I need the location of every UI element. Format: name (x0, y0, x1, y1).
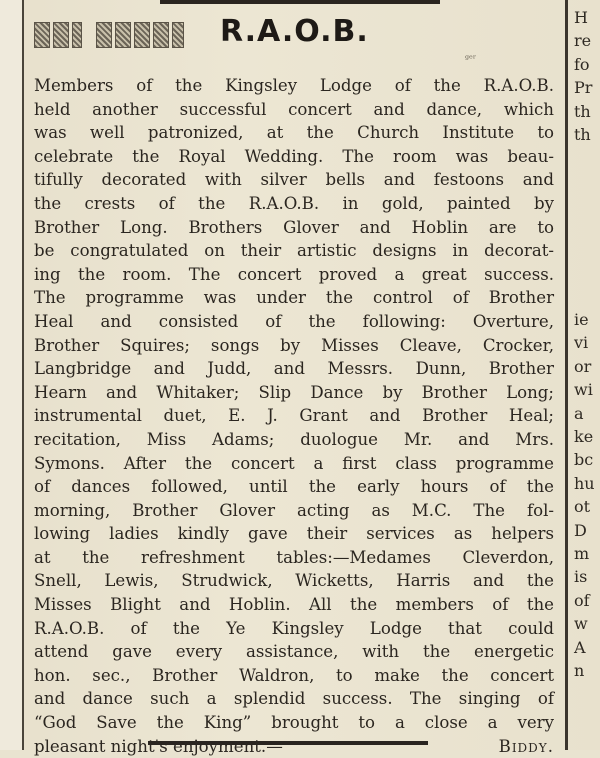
article-line: instrumental duet, E. J. Grant and Brother Heal; (34, 406, 554, 426)
adjacent-column-fragment-line: fo (574, 54, 590, 74)
adjacent-column-fragment-line: th (574, 125, 591, 145)
article-line: Symons. After the concert a first class programme (34, 453, 554, 473)
adjacent-column-top (574, 6, 592, 146)
article-line: hon. sec., Brother Waldron, to make the concert (34, 665, 554, 685)
adjacent-column-fragment-line: m (574, 544, 590, 564)
article-line: recitation, Miss Adams; duologue Mr. and Mrs. (34, 429, 554, 449)
article-line: and dance such a splendid success. The singing of (34, 689, 554, 709)
article-line: Brother Squires; songs by Misses Cleave, Crocker, (34, 335, 554, 355)
article-line: Heal and consisted of the following: Overture, (34, 311, 554, 331)
article-line: pleasant night's enjoyment.— Biddy. (34, 735, 554, 758)
adjacent-column-fragment-line: vi (574, 333, 589, 353)
adjacent-column-fragment-line: a (574, 403, 584, 423)
adjacent-column-fragment-line: hu (574, 473, 595, 493)
column-rule-left (22, 0, 24, 750)
article-line: celebrate the Royal Wedding. The room was beau- (34, 146, 554, 166)
article-line: morning, Brother Glover acting as M.C. The fol- (34, 500, 554, 520)
article-line: ing the room. The concert proved a great success. (34, 264, 554, 284)
article-line: The programme was under the control of Brother (34, 288, 554, 308)
adjacent-column-fragment-line: ot (574, 497, 591, 517)
adjacent-column-fragment-line: A (574, 637, 586, 657)
article-line: Misses Blight and Hoblin. All the members of the (34, 595, 554, 615)
adjacent-column-bottom (574, 308, 595, 683)
column-rule-right (565, 0, 568, 750)
article-line: Langbridge and Judd, and Messrs. Dunn, Brother (34, 359, 554, 379)
article-body (34, 74, 554, 758)
adjacent-column-fragment-line: D (574, 520, 587, 540)
adjacent-column-fragment-line: wi (574, 380, 593, 400)
article-line: tifully decorated with silver bells and festoons and (34, 170, 554, 190)
article-line: at the refreshment tables:—Medames Cleverdon, (34, 547, 554, 567)
article-line: R.A.O.B. of the Ye Kingsley Lodge that could (34, 618, 554, 638)
adjacent-column-fragment-line: Pr (574, 78, 593, 98)
left-margin (0, 0, 22, 750)
article-line: Brother Long. Brothers Glover and Hoblin are to (34, 217, 554, 237)
article-line: Hearn and Whitaker; Slip Dance by Brother Long; (34, 382, 554, 402)
adjacent-column-fragment-line: w (574, 614, 588, 634)
headline: R.A.O.B. (220, 14, 369, 49)
adjacent-column-fragment-line: re (574, 31, 592, 51)
adjacent-column-fragment-line: or (574, 356, 592, 376)
article-line: Members of the Kingsley Lodge of the R.A.O.B. (34, 76, 554, 95)
adjacent-column-fragment-line: bc (574, 450, 594, 470)
adjacent-column-fragment-line: is (574, 567, 588, 587)
adjacent-column-fragment-line: n (574, 661, 585, 681)
adjacent-column-fragment-line: th (574, 101, 591, 121)
adjacent-column-fragment-line: H (574, 8, 588, 27)
ornament-right-icon (96, 22, 184, 50)
article-line: the crests of the R.A.O.B. in gold, painted by (34, 193, 554, 213)
article-line: of dances followed, until the early hours of the (34, 477, 554, 497)
article-line: held another successful concert and dance, which (34, 99, 554, 119)
article-line: Snell, Lewis, Strudwick, Wicketts, Harris and the (34, 571, 554, 591)
article-line: attend gave every assistance, with the energetic (34, 642, 554, 662)
signature: Biddy. (498, 736, 554, 756)
ornament-left-icon (34, 22, 82, 50)
adjacent-column-fragment-line: ke (574, 427, 594, 447)
corner-mark: ᵍᵉʳ (465, 54, 477, 65)
article-line: be congratulated on their artistic designs in decorat- (34, 241, 554, 261)
article-line: “God Save the King” brought to a close a very (34, 713, 554, 733)
top-rule (160, 0, 440, 4)
adjacent-column-fragment-line: of (574, 590, 590, 610)
adjacent-column-fragment (572, 0, 600, 750)
adjacent-column-fragment-line: ie (574, 310, 589, 329)
article-line: was well patronized, at the Church Institute to (34, 123, 554, 143)
article-line: lowing ladies kindly gave their services as helpers (34, 524, 554, 544)
